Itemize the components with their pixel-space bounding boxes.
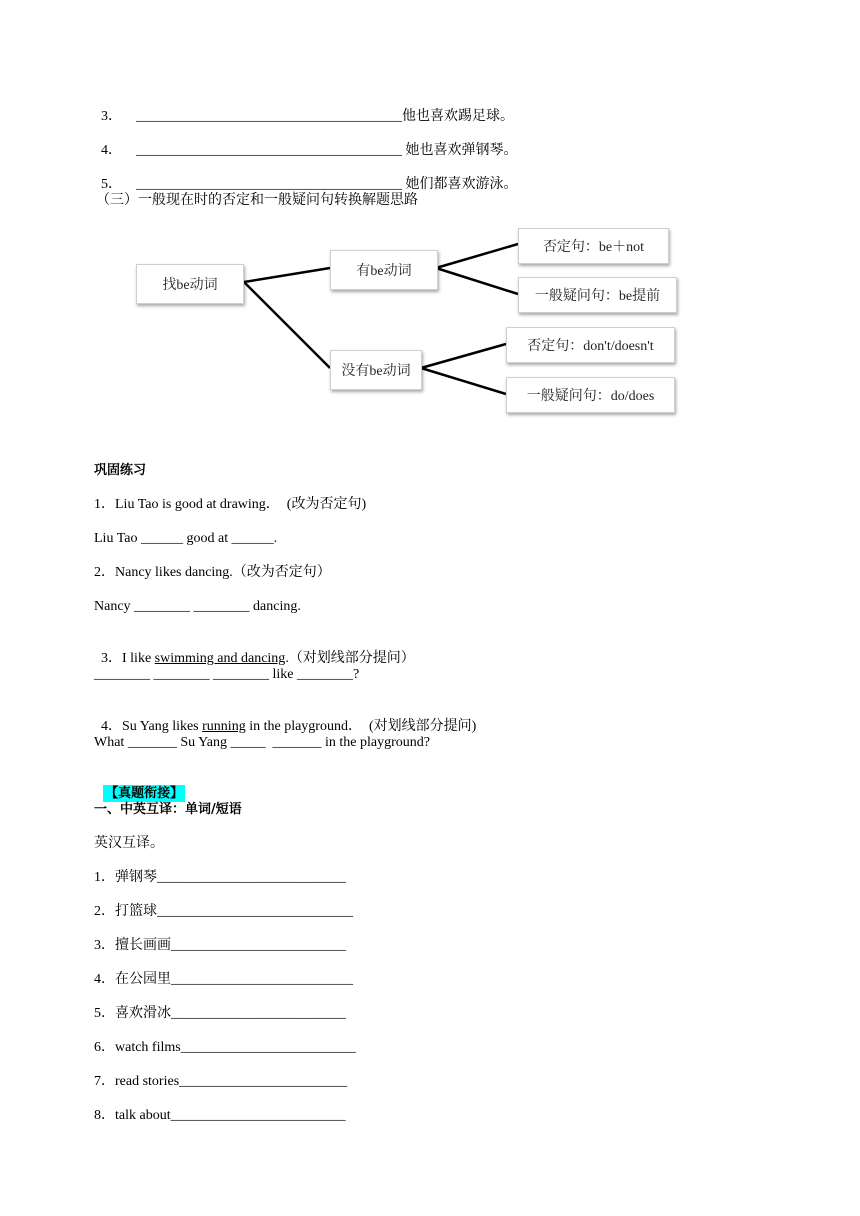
practice-question-2: 2．Nancy likes dancing.（改为否定句）: [94, 565, 331, 580]
practice-title: 巩固练习: [94, 463, 147, 478]
translation-item-7[interactable]: 7．read stories________________________: [94, 1074, 348, 1089]
zhenti-heading: 一、中英互译：单词/短语: [94, 802, 242, 817]
practice-answer-3[interactable]: ________ ________ ________ like ________?: [94, 667, 360, 682]
practice-answer-2[interactable]: Nancy ________ ________ dancing.: [94, 599, 301, 614]
translation-item-6[interactable]: 6．watch films_________________________: [94, 1040, 356, 1055]
practice-answer-1[interactable]: Liu Tao ______ good at ______.: [94, 531, 278, 546]
practice-question-1: 1．Liu Tao is good at drawing． (改为否定句): [94, 497, 367, 512]
answer-blank[interactable]: ______________________________________: [136, 109, 402, 124]
translation-item-8[interactable]: 8．talk about_________________________: [94, 1108, 346, 1123]
section-3-title: （三）一般现在时的否定和一般疑问句转换解题思路: [96, 193, 418, 208]
translation-item-2[interactable]: 2．打篮球____________________________: [94, 904, 353, 919]
diagram-node-no-be: 没有be动词: [330, 350, 422, 390]
diagram-node-root: 找be动词: [136, 264, 244, 304]
q3-text: 3．I like: [101, 651, 155, 666]
translation-item-5[interactable]: 5．喜欢滑冰_________________________: [94, 1006, 346, 1021]
translation-item-1[interactable]: 1．弹钢琴___________________________: [94, 870, 346, 885]
translation-item-4[interactable]: 4．在公园里__________________________: [94, 972, 353, 987]
item-text: 她也喜欢弹钢琴。: [402, 143, 518, 158]
item-number: 5．: [101, 177, 122, 192]
q4-text: 4．Su Yang likes: [101, 719, 203, 734]
zhenti-tag-highlight: 【真题衔接】: [105, 786, 184, 801]
q3-instruction: .（对划线部分提问）: [285, 651, 415, 666]
item-text: 他也喜欢踢足球。: [402, 109, 514, 124]
translation-item-3[interactable]: 3．擅长画画_________________________: [94, 938, 346, 953]
item-number: 4．: [101, 143, 122, 158]
diagram-node-has-be-question: 一般疑问句：be提前: [518, 277, 677, 313]
practice-question-3: [94, 632, 415, 668]
diagram-node-no-be-negative: 否定句：don't/doesn't: [506, 327, 675, 363]
zhenti-tag: [94, 767, 185, 803]
practice-question-4: [94, 700, 476, 736]
q3-underlined: swimming and dancing: [154, 651, 286, 666]
answer-blank[interactable]: ______________________________________: [136, 143, 402, 158]
item-text: 她们都喜欢游泳。: [402, 177, 518, 192]
diagram-node-has-be: 有be动词: [330, 250, 438, 290]
zhenti-instruction: 英汉互译。: [94, 836, 164, 851]
item-number: 3．: [101, 109, 122, 124]
q4-instruction: in the playground． (对划线部分提问): [245, 719, 477, 734]
practice-answer-4[interactable]: What _______ Su Yang _____ _______ in the playground?: [94, 735, 430, 750]
q4-underlined: running: [202, 719, 246, 734]
diagram-node-has-be-negative: 否定句：be＋not: [518, 228, 669, 264]
diagram-node-no-be-question: 一般疑问句：do/does: [506, 377, 675, 413]
answer-blank[interactable]: ______________________________________: [136, 177, 402, 192]
